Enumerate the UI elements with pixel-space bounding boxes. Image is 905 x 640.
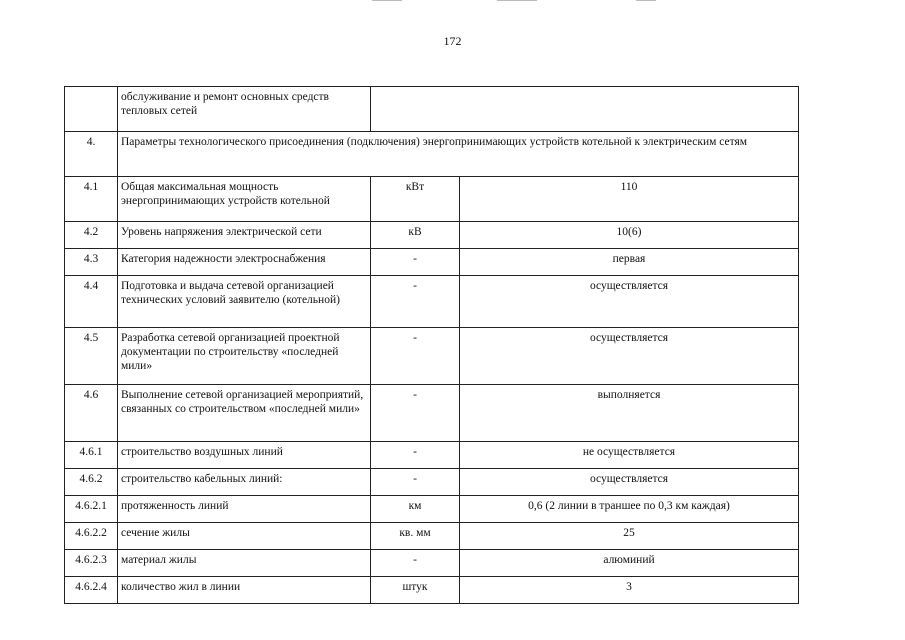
row-value: выполняется [460,385,799,442]
table-row [65,577,799,604]
row-value: 3 [460,577,799,604]
row-value: не осуществляется [460,442,799,469]
row-name: материал жилы [118,550,371,577]
page-number: 172 [443,34,462,48]
row-unit: кВ [371,222,460,249]
row-value: 10(6) [460,222,799,249]
table-row [65,442,799,469]
row-number: 4.1 [65,177,118,222]
table-row [65,550,799,577]
table-row [65,469,799,496]
table-row [65,222,799,249]
row-name: строительство воздушных линий [118,442,371,469]
table-row [65,276,799,328]
parameters-table [64,86,799,604]
row-unit: кВт [371,177,460,222]
section-number: 4. [65,132,118,177]
row-unit: км [371,496,460,523]
row-number: 4.6 [65,385,118,442]
scan-artifact [372,0,402,1]
row-value: 110 [460,177,799,222]
table-row [65,496,799,523]
row-number: 4.6.2 [65,469,118,496]
row-number: 4.6.2.2 [65,523,118,550]
row-value: осуществляется [460,469,799,496]
row-number: 4.4 [65,276,118,328]
table-row [65,328,799,385]
row-name: количество жил в линии [118,577,371,604]
table-row [65,385,799,442]
table-row [65,523,799,550]
row-unit: - [371,249,460,276]
row-unit: - [371,385,460,442]
row-number: 4.5 [65,328,118,385]
row-value: осуществляется [460,276,799,328]
row-name: протяженность линий [118,496,371,523]
row-unit: - [371,469,460,496]
row-name: сечение жилы [118,523,371,550]
table-row [65,177,799,222]
row-value [371,87,799,132]
row-name: обслуживание и ремонт основных средств тепловых сетей [118,87,371,132]
row-name: Выполнение сетевой организацией мероприятий, связанных со строительством «последней мили» [118,385,371,442]
row-number [65,87,118,132]
row-number: 4.6.2.3 [65,550,118,577]
row-number: 4.6.2.1 [65,496,118,523]
scan-artifact [636,0,656,1]
table-row [65,249,799,276]
section-title: Параметры технологического присоединения (подключения) энергопринимающих устройств котельной к электрическим сетям [118,132,799,177]
row-number: 4.2 [65,222,118,249]
row-name: Общая максимальная мощность энергопринимающих устройств котельной [118,177,371,222]
row-unit: кв. мм [371,523,460,550]
row-name: Категория надежности электроснабжения [118,249,371,276]
row-name: Уровень напряжения электрической сети [118,222,371,249]
row-value: алюминий [460,550,799,577]
row-unit: - [371,328,460,385]
row-unit: - [371,550,460,577]
section-row [65,132,799,177]
row-number: 4.6.1 [65,442,118,469]
row-value: первая [460,249,799,276]
row-value: 0,6 (2 линии в траншее по 0,3 км каждая) [460,496,799,523]
row-number: 4.3 [65,249,118,276]
row-value: осуществляется [460,328,799,385]
row-name: Разработка сетевой организацией проектной документации по строительству «последней мили» [118,328,371,385]
row-name: Подготовка и выдача сетевой организацией технических условий заявителю (котельной) [118,276,371,328]
row-unit: штук [371,577,460,604]
table-row [65,87,799,132]
scan-artifact [497,0,537,1]
row-name: строительство кабельных линий: [118,469,371,496]
row-unit: - [371,442,460,469]
row-value: 25 [460,523,799,550]
row-unit: - [371,276,460,328]
row-number: 4.6.2.4 [65,577,118,604]
